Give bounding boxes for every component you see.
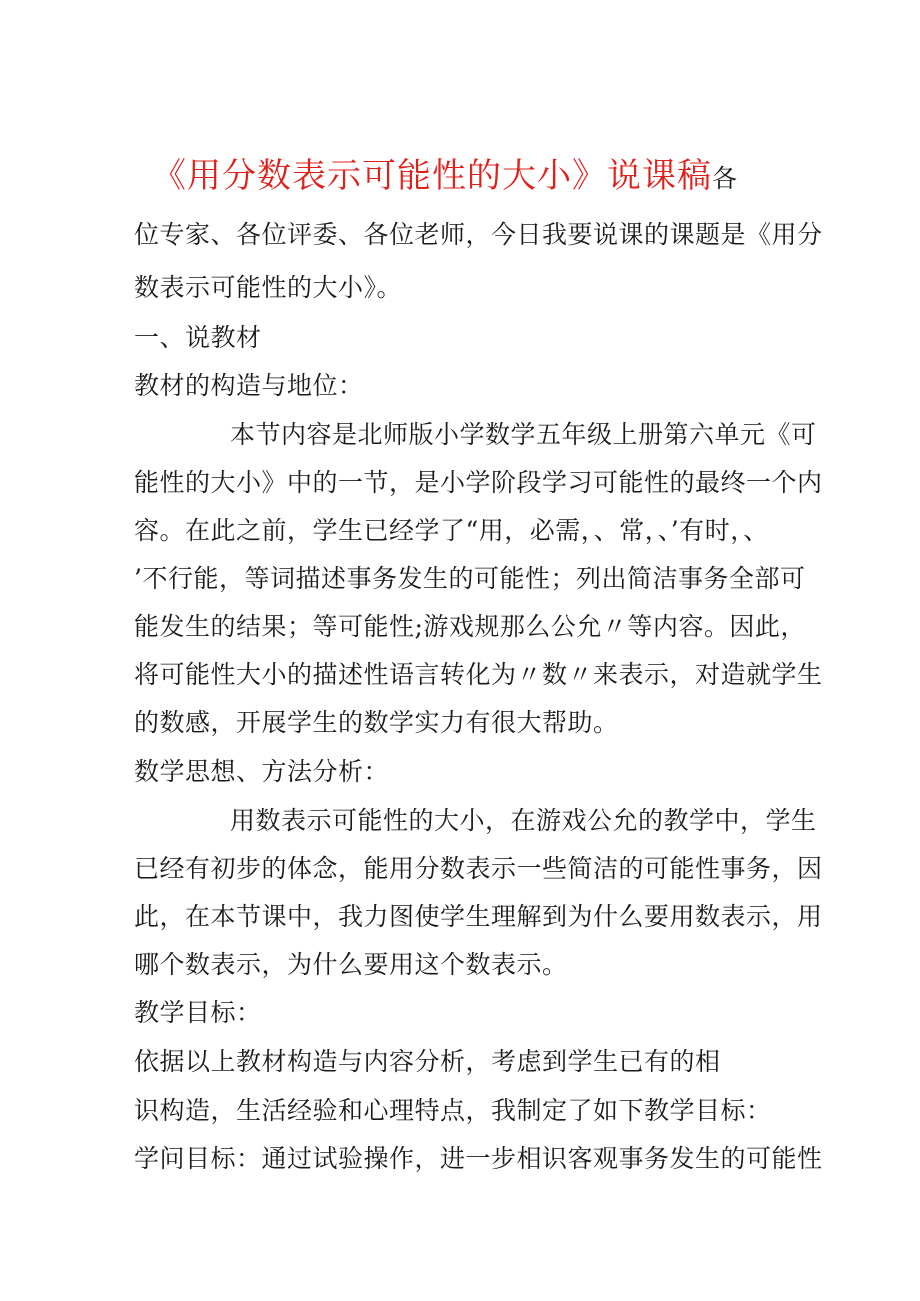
paragraph-line: 识构造，生活经验和心理特点，我制定了如下教学目标：	[134, 1096, 772, 1125]
paragraph-line: 数表示可能性的大小》。	[134, 273, 403, 302]
paragraph-line: 将可能性大小的描述性语言转化为〃数〃来表示，对造就学生	[134, 660, 823, 689]
paragraph-line: 学问目标：通过试验操作，进一步相识客观事务发生的可能性	[134, 1144, 823, 1173]
paragraph-line: 能发生的结果；等可能性;游戏规那么公允〃等内容。因此，	[134, 612, 806, 641]
paragraph-line: 依据以上教材构造与内容分析，考虑到学生已有的相	[134, 1047, 721, 1076]
paragraph-line: 能性的大小》中的一节，是小学阶段学习可能性的最终一个内	[134, 468, 823, 497]
paragraph-line: 已经有初步的体念，能用分数表示一些简洁的可能性事务，因	[134, 854, 823, 883]
paragraph-line: 此，在本节课中，我力图使学生理解到为什么要用数表示，用	[134, 902, 823, 931]
paragraph-line: 哪个数表示，为什么要用这个数表示。	[134, 950, 568, 979]
paragraph-line: ’不行能，等词描述事务发生的可能性；列出简洁事务全部可	[134, 564, 806, 593]
document-title-line	[152, 156, 738, 199]
first-paragraph-start: 各	[712, 164, 739, 193]
subheading: 教学目标：	[134, 998, 262, 1027]
paragraph-line: 本节内容是北师版小学数学五年级上册第六单元《可	[230, 420, 817, 449]
paragraph-line: 容。在此之前，学生已经学了“用，必需，、常，、’有时，、	[134, 516, 769, 545]
subheading: 教材的构造与地位：	[134, 371, 364, 400]
subheading: 数学思想、方法分析：	[134, 757, 390, 786]
paragraph-line: 位专家、各位评委、各位老师，今日我要说课的课题是《用分	[134, 220, 823, 249]
section-heading: 一、说教材	[134, 323, 262, 352]
paragraph-line: 的数感，开展学生的数学实力有很大帮助。	[134, 708, 619, 737]
paragraph-line: 用数表示可能性的大小，在游戏公允的教学中，学生	[230, 806, 817, 835]
document-title: 《用分数表示可能性的大小》说课稿	[152, 156, 712, 196]
